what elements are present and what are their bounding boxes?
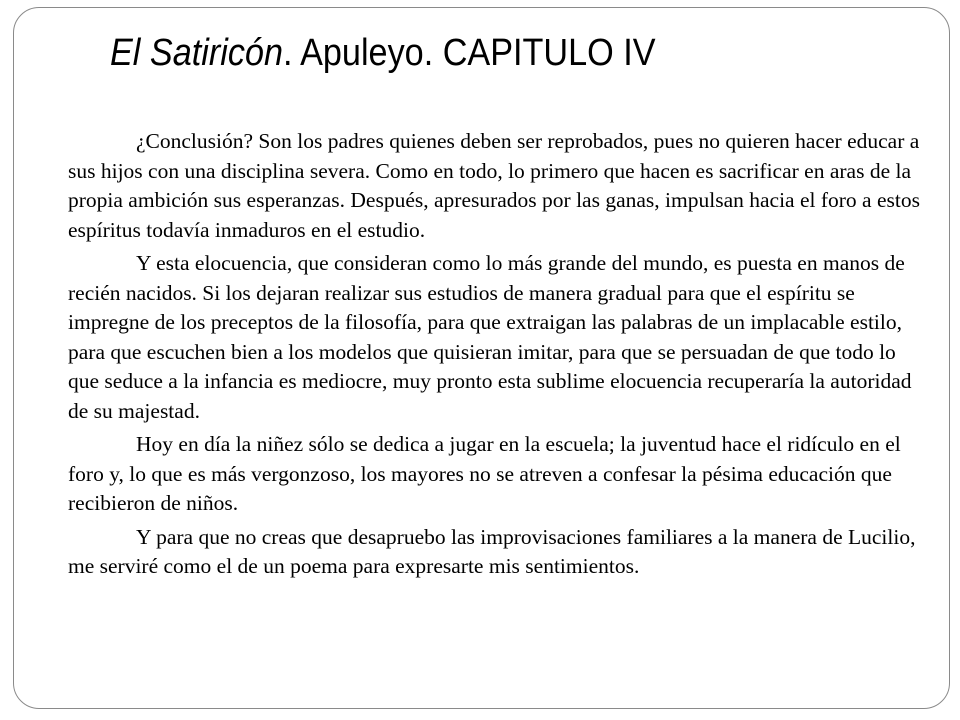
paragraph-4: Y para que no creas que desapruebo las improvisaciones familiares a la manera de Lucilio, me serviré como el de un poema para expresarte mis sentimientos. <box>68 524 916 578</box>
paragraph-3: Hoy en día la niñez sólo se dedica a jugar en la escuela; la juventud hace el ridículo en el foro y, lo que es más vergonzoso, los mayores no se atreven a confesar la pésima educación que recibieron de niños. <box>68 432 901 515</box>
paragraph-1: ¿Conclusión? Son los padres quienes deben ser reprobados, pues no quieren hacer educar a sus hijos con una disciplina severa. Como en todo, lo primero que hacen es sacrificar en aras de la propia ambición sus esperanzas. Después, apresurados por las ganas, impulsan hacia el foro a estos espíritus todavía inmaduros en el estudio. <box>68 129 920 242</box>
paragraph-2: Y esta elocuencia, que consideran como lo más grande del mundo, es puesta en manos de recién nacidos. Si los dejaran realizar sus estudios de manera gradual para que el espíritu se impregne de los preceptos de la filosofía, para que extraigan las palabras de un implacable estilo, para que escuchen bien a los modelos que quisieran imitar, para que se persuadan de que todo lo que seduce a la infancia es mediocre, muy pronto esta sublime elocuencia recuperaría la autoridad de su majestad. <box>68 251 912 423</box>
title-rest: . Apuleyo. CAPITULO IV <box>282 32 656 74</box>
slide-title <box>110 34 656 72</box>
slide-body <box>68 127 926 586</box>
title-work-name: El Satiricón <box>110 32 283 74</box>
